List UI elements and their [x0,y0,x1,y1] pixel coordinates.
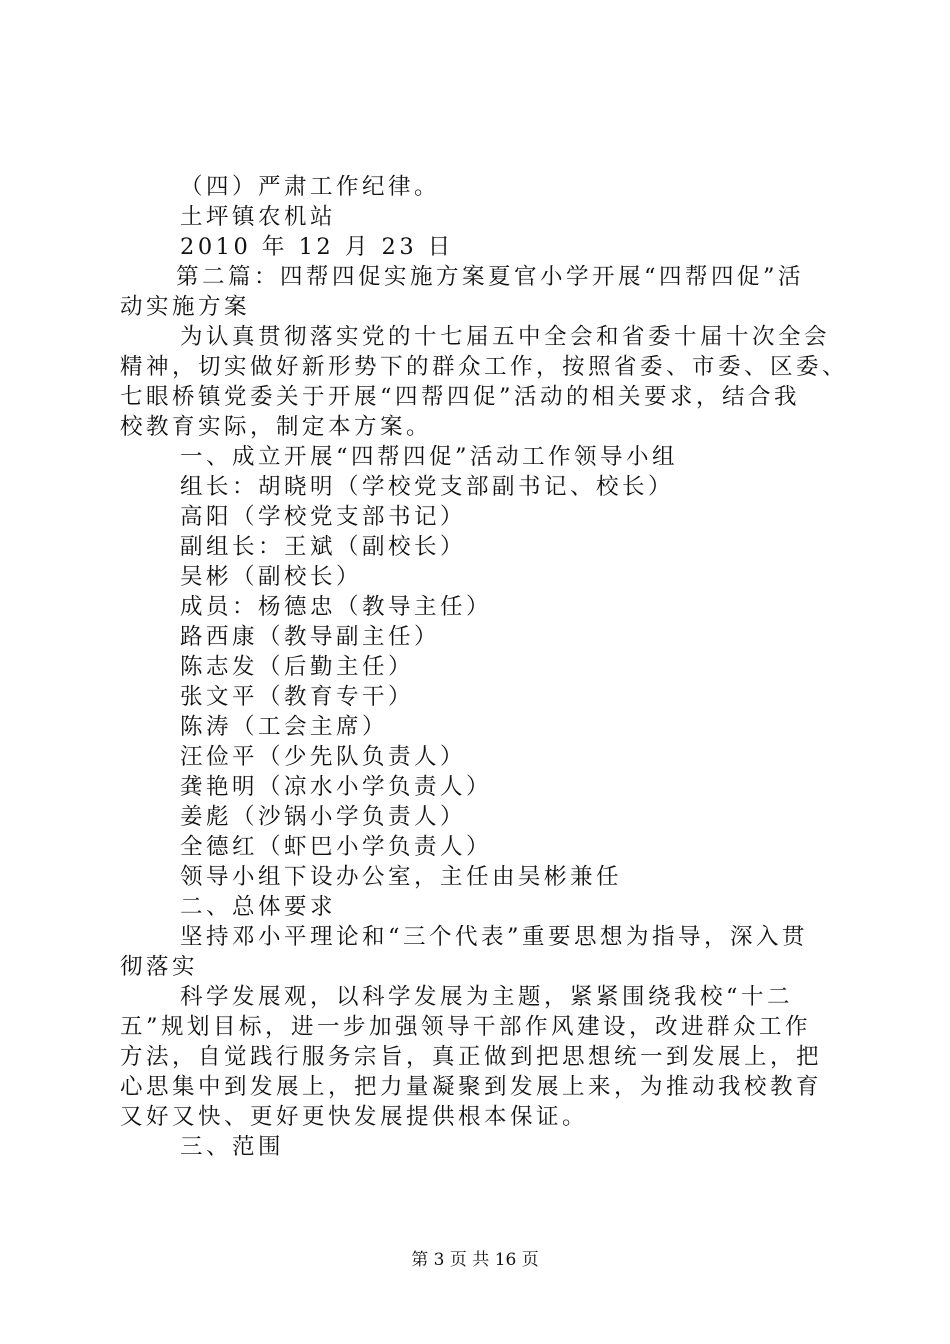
text-line: 又好又快、更好更快发展提供根本保证。 [120,1104,589,1130]
text-line: 二、总体要求 [180,894,337,920]
text-line: 心思集中到发展上，把力量凝聚到发展上来，为推动我校教育 [120,1074,823,1100]
text-line: 一、成立开展“四帮四促”活动工作领导小组 [180,444,679,470]
page-footer: 第 3 页 共 16 页 [411,1250,539,1270]
text-line: 张文平（教育专干） [180,684,415,710]
text-line: 组长：胡晓明（学校党支部副书记、校长） [180,474,675,500]
text-line: 路西康（教导副主任） [180,624,441,650]
document-body [120,172,849,1162]
text-line: 为认真贯彻落实党的十七届五中全会和省委十届十次全会 [180,324,831,350]
text-line: 领导小组下设办公室，主任由吴彬兼任 [180,864,623,890]
text-line: 五”规划目标，进一步加强领导干部作风建设，改进群众工作 [120,1014,812,1040]
text-line: 第二篇：四帮四促实施方案夏官小学开展“四帮四促”活 [176,264,805,290]
text-line: 2010 年 12 月 23 日 [180,234,454,260]
text-line: 陈志发（后勤主任） [180,654,415,680]
text-line: 成员：杨德忠（教导主任） [180,594,493,620]
text-line: 科学发展观，以科学发展为主题，紧紧围绕我校“十二 [180,984,794,1010]
text-line: 三、范围 [180,1134,285,1160]
text-line: 全德红（虾巴小学负责人） [180,834,493,860]
text-line: 方法，自觉践行服务宗旨，真正做到把思想统一到发展上，把 [120,1044,823,1070]
text-line: 汪俭平（少先队负责人） [180,744,467,770]
text-line: 坚持邓小平理论和“三个代表”重要思想为指导，深入贯 [180,924,809,950]
text-line: 高阳（学校党支部书记） [180,504,467,530]
text-line: 动实施方案 [120,294,251,320]
text-line: 吴彬（副校长） [180,564,363,590]
text-line: 龚艳明（凉水小学负责人） [180,774,493,800]
text-line: （四）严肃工作纪律。 [180,174,441,200]
text-line: 精神，切实做好新形势下的群众工作，按照省委、市委、区委、 [120,354,849,380]
text-line: 陈涛（工会主席） [180,714,389,740]
text-line: 校教育实际，制定本方案。 [120,414,433,440]
text-line: 七眼桥镇党委关于开展“四帮四促”活动的相关要求，结合我 [120,384,801,410]
text-line: 姜彪（沙锅小学负责人） [180,804,467,830]
text-line: 彻落实 [120,954,199,980]
text-line: 副组长：王斌（副校长） [180,534,467,560]
text-line: 土坪镇农机站 [180,204,337,230]
